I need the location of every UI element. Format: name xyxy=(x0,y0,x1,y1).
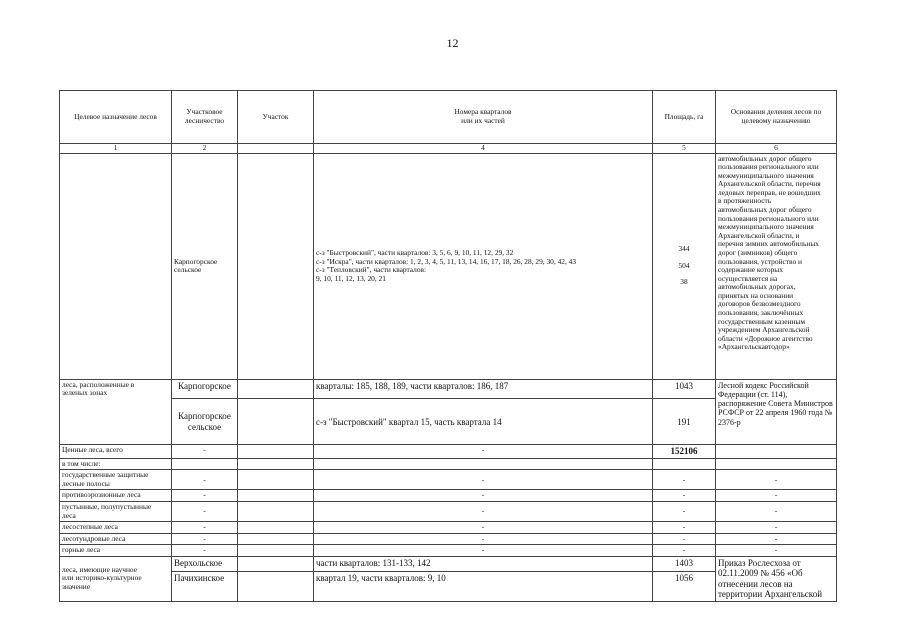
quarters-cell: квартал 19, части кварталов: 9, 10 xyxy=(314,571,653,601)
area-cell: 1403 xyxy=(653,556,716,571)
basis-line: принятых на основании xyxy=(718,290,794,300)
basis-line: пользования регионального или xyxy=(718,162,819,172)
basis-line: автомобильных дорог общего xyxy=(718,153,812,163)
table-row-category: государственные защитные лесные полосы - - - - xyxy=(60,470,837,490)
basis-line: отнесении лесов на xyxy=(718,578,793,589)
purpose-cell: леса, имеющие научное или историко-культурное значение xyxy=(60,556,172,601)
basis-line: перечня зимних автомобильных xyxy=(718,239,819,249)
basis-line: в протяженность xyxy=(718,196,772,206)
basis-cell xyxy=(716,556,837,601)
basis-line: дорог (зимников) общего xyxy=(718,247,798,257)
quarters-cell: кварталы: 185, 188, 189, части кварталов: 186, 187 xyxy=(314,379,653,399)
table-row-including: в том числе: xyxy=(60,458,837,470)
basis-cell xyxy=(716,379,837,445)
basis-line: содержание которых xyxy=(718,265,783,275)
table-row-category: пустынные, полупустынные леса - - - - xyxy=(60,501,837,521)
area-cell: 1043 xyxy=(653,379,716,399)
quarters-cell: с-з "Быстровский", части кварталов: 3, 5, 6, 9, 10, 11, 12, 29, 32 с-з "Искра", части кварталов: 1, 2, 3, 4, 5, 11, 13, 14, 16, 17, 18, 26, 28, 29, 30, 42, 43 с-з "Тепловский", части кварталов: 9, 10, 11, 12, 13, 20, 21 xyxy=(314,153,653,379)
table-row-green-zones xyxy=(60,379,837,399)
forestry-cell: Пачихинское xyxy=(172,571,238,601)
purpose-cell: Ценные леса, всего xyxy=(60,445,172,458)
table-row-category: горные леса - - - - xyxy=(60,545,837,557)
basis-line: договоров безвозмездного xyxy=(718,299,801,309)
header-basis: Основания деления лесов по целевому назначению xyxy=(716,91,837,144)
area-cell: 1056 xyxy=(653,571,716,601)
basis-line: 02.11.2009 № 456 «Об xyxy=(718,568,803,579)
forestry-cell: Карпогорское xyxy=(172,379,238,399)
table-row-scientific xyxy=(60,556,837,571)
basis-line: ледовых переправ, не вошедших xyxy=(718,187,821,197)
basis-line: межмуниципального значения xyxy=(718,170,814,180)
basis-line: Приказ Рослесхоза от xyxy=(718,557,801,568)
page-number: 12 xyxy=(446,36,459,50)
basis-line: Архангельской области, перечня xyxy=(718,179,821,189)
basis-line: пользования регионального или xyxy=(718,213,819,223)
quarters-cell: части кварталов: 131-133, 142 xyxy=(314,556,653,571)
basis-line: пользования, устройство и xyxy=(718,256,802,266)
basis-line: учреждением Архангельской xyxy=(718,325,810,335)
basis-line: осуществляется на xyxy=(718,273,778,283)
purpose-cell: леса, расположенные в зеленых зонах xyxy=(60,379,172,399)
basis-line: Лесной кодекс Российской xyxy=(718,380,809,390)
table-row-category: лесотундровые леса - - - - xyxy=(60,533,837,545)
table-row-category: противоэрозионные леса - - - - xyxy=(60,490,837,502)
basis-cell xyxy=(716,153,837,379)
area-cell: 191 xyxy=(653,399,716,445)
basis-line: автомобильных дорогах, xyxy=(718,282,796,292)
basis-line: РСФСР от 22 апреля 1960 года № xyxy=(718,408,833,418)
basis-line: пользования, заключённых xyxy=(718,307,804,317)
area-cell: 152106 xyxy=(653,445,716,458)
area-cell: 344 504 38 xyxy=(653,153,716,379)
header-quarters: Номера кварталов или их частей xyxy=(314,91,653,144)
basis-line: «Архангельскавтодор» xyxy=(718,342,790,352)
quarters-cell: с-з "Быстровский" квартал 15, часть квартала 14 xyxy=(314,399,653,445)
table-row-valuable: Ценные леса, всего - - 152106 xyxy=(60,445,837,458)
header-plot: Участок xyxy=(238,91,314,144)
basis-line: 2376-р xyxy=(718,417,741,427)
basis-line: автомобильных дорог общего xyxy=(718,205,812,215)
table-row-category: лесостепные леса - - - - xyxy=(60,522,837,534)
forestry-cell: Карпогорское сельское xyxy=(172,399,238,445)
forestry-cell: Карпогорское сельское xyxy=(172,153,238,379)
basis-line: государственным казенным xyxy=(718,316,806,326)
header-row xyxy=(60,91,837,144)
basis-line: Архангельской области, и xyxy=(718,230,800,240)
column-number-row: 1 2 4 5 6 xyxy=(60,144,837,154)
forest-purpose-table xyxy=(59,90,837,602)
table-row-karpogorskoe xyxy=(60,153,837,379)
header-forestry: Участковое лесничество xyxy=(172,91,238,144)
basis-line: области «Дорожное агентство xyxy=(718,333,813,343)
header-area: Площадь, га xyxy=(653,91,716,144)
basis-line: Федерации (ст. 114), xyxy=(718,389,788,399)
forestry-cell: Верхольское xyxy=(172,556,238,571)
basis-line: территории Архангельской xyxy=(718,589,823,600)
header-purpose: Целевое назначение лесов xyxy=(60,91,172,144)
basis-line: межмуниципального значения xyxy=(718,222,814,232)
basis-line: распоряжение Совета Министров xyxy=(718,399,833,409)
